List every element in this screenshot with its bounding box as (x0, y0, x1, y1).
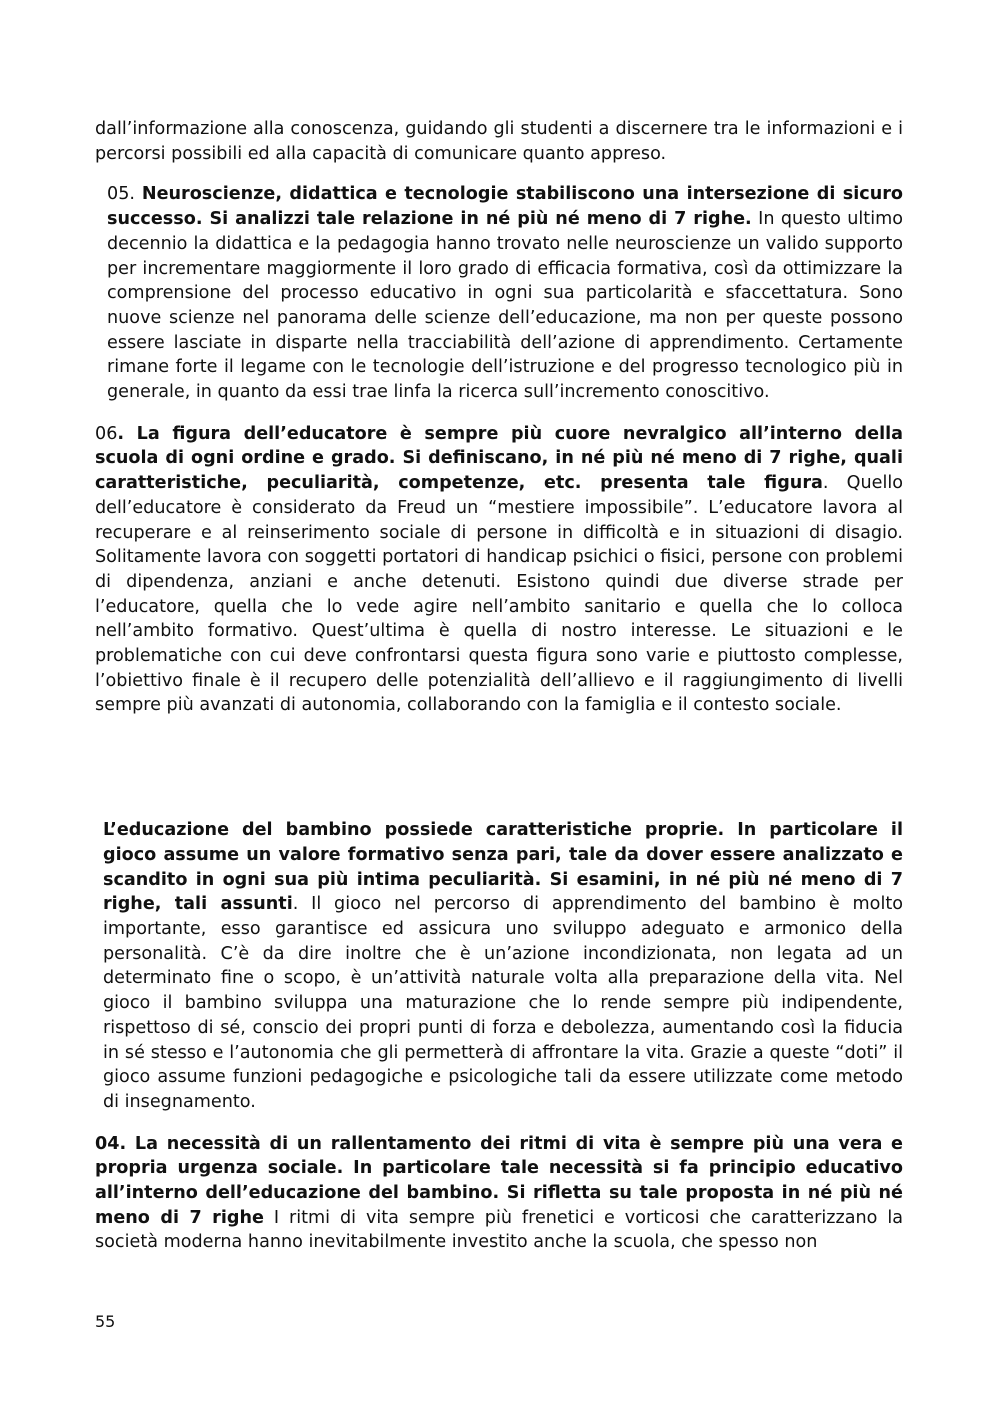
document-page (95, 117, 903, 1255)
answer-text: In questo ultimo decennio la didattica e la pedagogia hanno trovato nelle neuroscienze un valido supporto per incrementare maggiormente il loro grado di efficacia formativa, così da ottimizzare la comprensione del processo educativo in ogni sua particolarità e sfaccettatura. Sono nuove scienze nel panorama delle scienze dell’educazione, ma non per queste possono essere lasciate in disparte nella tracciabilità dell’azione di apprendimento. Certamente rimane forte il legame con le tecnologie dell’istruzione e del progresso tecnologico più in generale, in quanto da essi trae linfa la ricerca sull’incremento conoscitivo. (107, 209, 903, 403)
question-text: L’educazione del bambino possiede caratteristiche proprie. In particolare il gioco assume un valore formativo senza pari, tale da dover essere analizzato e scandito in ogni sua più intima peculiarità. Si esamini, in né più né meno di 7 righe, tali assunti (103, 820, 903, 915)
paragraph-text: dall’informazione alla conoscenza, guidando gli studenti a discernere tra le informazioni e i percorsi possibili ed alla capacità di comunicare quanto appreso. (95, 119, 903, 164)
answer-text: . Quello dell’educatore è considerato da Freud un “mestiere impossibile”. L’educatore lavora al recuperare e al reinserimento sociale di persone in difficoltà e in situazioni di disagio. Solitamente lavora con soggetti portatori di handicap psichici o fisici, persone con problemi di dipendenza, anziani e anche detenuti. Esistono quindi due diverse strade per l’educatore, quella che lo vede agire nell’ambito sanitario e quella che lo colloca nell’ambito formativo. Quest’ultima è quella di nostro interesse. Le situazioni e le problematiche con cui deve confrontarsi questa figura sono varie e piuttosto complesse, l’obiettivo finale è il recupero delle potenzialità dell’allievo e il raggiungimento di livelli sempre più avanzati di autonomia, collaborando con la famiglia e il contesto sociale. (95, 473, 903, 716)
question-number: 04 (95, 1133, 120, 1154)
page-number: 55 (95, 1312, 116, 1331)
question-text: . La necessità di un rallentamento dei ritmi di vita è sempre più una vera e propria urgenza sociale. In particolare tale necessità si fa principio educativo all’interno dell’educazione del bambino. Si rifletta su tale proposta in né più né meno di 7 righe (95, 1133, 903, 1228)
question-text: . La figura dell’educatore è sempre più cuore nevralgico all’interno della scuola di ogni ordine e grado. Si definiscano, in né più né meno di 7 righe, quali caratteristiche, peculiarità, competenze, etc. presenta tale figura (95, 423, 903, 494)
question-text: Neuroscienze, didattica e tecnologie stabiliscono una intersezione di sicuro successo. Si analizzi tale relazione in né più né meno di 7 righe. (107, 184, 903, 230)
answer-text: . Il gioco nel percorso di apprendimento del bambino è molto importante, esso garantisce ed assicura uno sviluppo adeguato e armonico della personalità. C’è da dire inoltre che è un’azione incondizionata, non legata ad un determinato fine o scopo, è un’attività naturale volta alla preparazione della vita. Nel gioco il bambino sviluppa una maturazione che lo rende sempre più indipendente, rispettoso di sé, conscio dei propri punti di forza e debolezza, aumentando così la fiducia in sé stesso e l’autonomia che gli permetterà di affrontare la vita. Grazie a queste “doti” il gioco assume funzioni pedagogiche e psicologiche tali da essere utilizzate come metodo di insegnamento. (103, 894, 903, 1112)
question-number: 06 (95, 423, 118, 444)
question-05-paragraph (95, 182, 903, 404)
paragraph-continuation (95, 117, 903, 166)
question-04-paragraph (95, 1132, 903, 1256)
question-number: 05. (107, 184, 142, 205)
answer-text: I ritmi di vita sempre più frenetici e vorticosi che caratterizzano la società moderna hanno inevitabilmente investito anche la scuola, che spesso non (95, 1207, 903, 1253)
question-06-paragraph (95, 422, 903, 718)
question-bambino-paragraph (95, 818, 903, 1114)
